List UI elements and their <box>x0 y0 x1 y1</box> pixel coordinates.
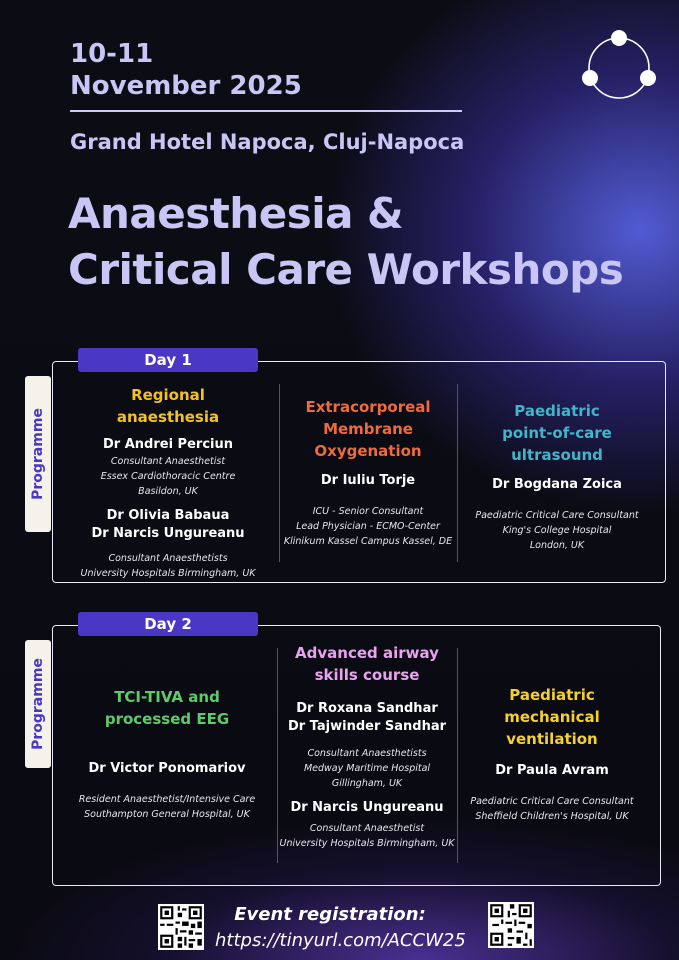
day2-programme-label: Programme <box>25 640 51 768</box>
speaker-affiliation: University Hospitals Birmingham, UK <box>279 838 455 849</box>
speaker-affiliation: Essex Cardiothoracic Centre <box>100 471 236 482</box>
day1-programme-label: Programme <box>25 376 51 532</box>
session-heading-line: Membrane <box>323 420 413 438</box>
speaker-location: Basildon, UK <box>138 486 198 497</box>
session-heading-line: ventilation <box>506 730 598 748</box>
session-heading: Regional anaesthesia <box>116 386 220 426</box>
day2-col-airway <box>272 642 462 851</box>
day2-col-ventilation <box>457 684 647 824</box>
speaker-name: Dr Roxana Sandhar <box>296 701 438 716</box>
day1-divider-2 <box>457 384 458 562</box>
day1-tab: Day 1 <box>78 348 258 372</box>
registration-block <box>215 902 466 954</box>
speaker-name: Dr Iuliu Torje <box>320 473 416 488</box>
session-heading-line: Paediatric <box>509 686 595 704</box>
speaker-role: Paediatric Critical Care Consultant <box>475 510 639 521</box>
session-heading-line: processed EEG <box>104 710 230 728</box>
session-heading-line: point-of-care <box>502 424 612 442</box>
session-heading-line: Oxygenation <box>314 442 422 460</box>
day1-divider-1 <box>279 384 280 562</box>
session-heading-line: ultrasound <box>511 446 603 464</box>
speaker-affiliation: University Hospitals Birmingham, UK <box>80 568 256 579</box>
day1-col-ecmo <box>283 396 453 549</box>
speaker-role: ICU - Senior Consultant <box>312 506 424 517</box>
speaker-name: Dr Andrei Perciun <box>103 437 233 452</box>
speaker-name: Dr Narcis Ungureanu <box>91 526 245 541</box>
speaker-affiliation: Medway Maritime Hospital <box>303 763 431 774</box>
session-heading-line: Paediatric <box>514 402 600 420</box>
speaker-affiliation: Klinikum Kassel Campus Kassel, DE <box>283 536 453 547</box>
speaker-affiliation: Southampton General Hospital, UK <box>84 809 250 820</box>
speaker-name: Dr Tajwinder Sandhar <box>287 719 447 734</box>
speaker-role: Resident Anaesthetist/Intensive Care <box>78 794 256 805</box>
speaker-role: Consultant Anaesthetists <box>108 553 228 564</box>
session-heading-line: mechanical <box>504 708 600 726</box>
speaker-location: London, UK <box>529 540 585 551</box>
event-date <box>70 38 302 102</box>
speaker-role: Paediatric Critical Care Consultant <box>470 796 634 807</box>
date-days: 10-11 <box>70 39 154 69</box>
speaker-role: Consultant Anaesthetist <box>110 456 226 467</box>
registration-label: Event registration: <box>234 904 426 925</box>
qr-code-icon[interactable] <box>488 902 534 948</box>
title-line-2: Critical Care Workshops <box>68 245 624 294</box>
day1-col-regional <box>78 384 258 581</box>
qr-code-icon[interactable] <box>158 904 204 950</box>
day1-col-pocus <box>462 400 652 553</box>
title-line-1: Anaesthesia & <box>68 189 404 238</box>
speaker-name: Dr Narcis Ungureanu <box>290 800 444 815</box>
speaker-location: Gillingham, UK <box>331 778 403 789</box>
speaker-name: Dr Victor Ponomariov <box>88 761 246 776</box>
speaker-name: Dr Bogdana Zoica <box>492 477 622 492</box>
day2-tab: Day 2 <box>78 612 258 636</box>
speaker-role: Consultant Anaesthetists <box>307 748 427 759</box>
speaker-role: Consultant Anaesthetist <box>309 823 425 834</box>
header-divider <box>70 110 462 112</box>
venue: Grand Hotel Napoca, Cluj-Napoca <box>70 130 465 154</box>
speaker-affiliation: Sheffield Children's Hospital, UK <box>475 811 629 822</box>
speaker-affiliation: King's College Hospital <box>502 525 612 536</box>
session-heading-line: TCI-TIVA and <box>114 688 220 706</box>
session-heading-line: skills course <box>314 666 420 684</box>
registration-link[interactable]: https://tinyurl.com/ACCW25 <box>215 930 466 951</box>
speaker-name: Dr Olivia Babaua <box>106 508 230 523</box>
day2-col-tciva <box>72 686 262 822</box>
event-title <box>68 186 623 298</box>
speaker-role: Lead Physician - ECMO-Center <box>296 521 440 532</box>
session-heading-line: Advanced airway <box>295 644 439 662</box>
three-circles-logo-icon <box>578 30 660 102</box>
date-month: November 2025 <box>70 71 302 101</box>
session-heading-line: Extracorporeal <box>305 398 431 416</box>
speaker-name: Dr Paula Avram <box>495 763 609 778</box>
